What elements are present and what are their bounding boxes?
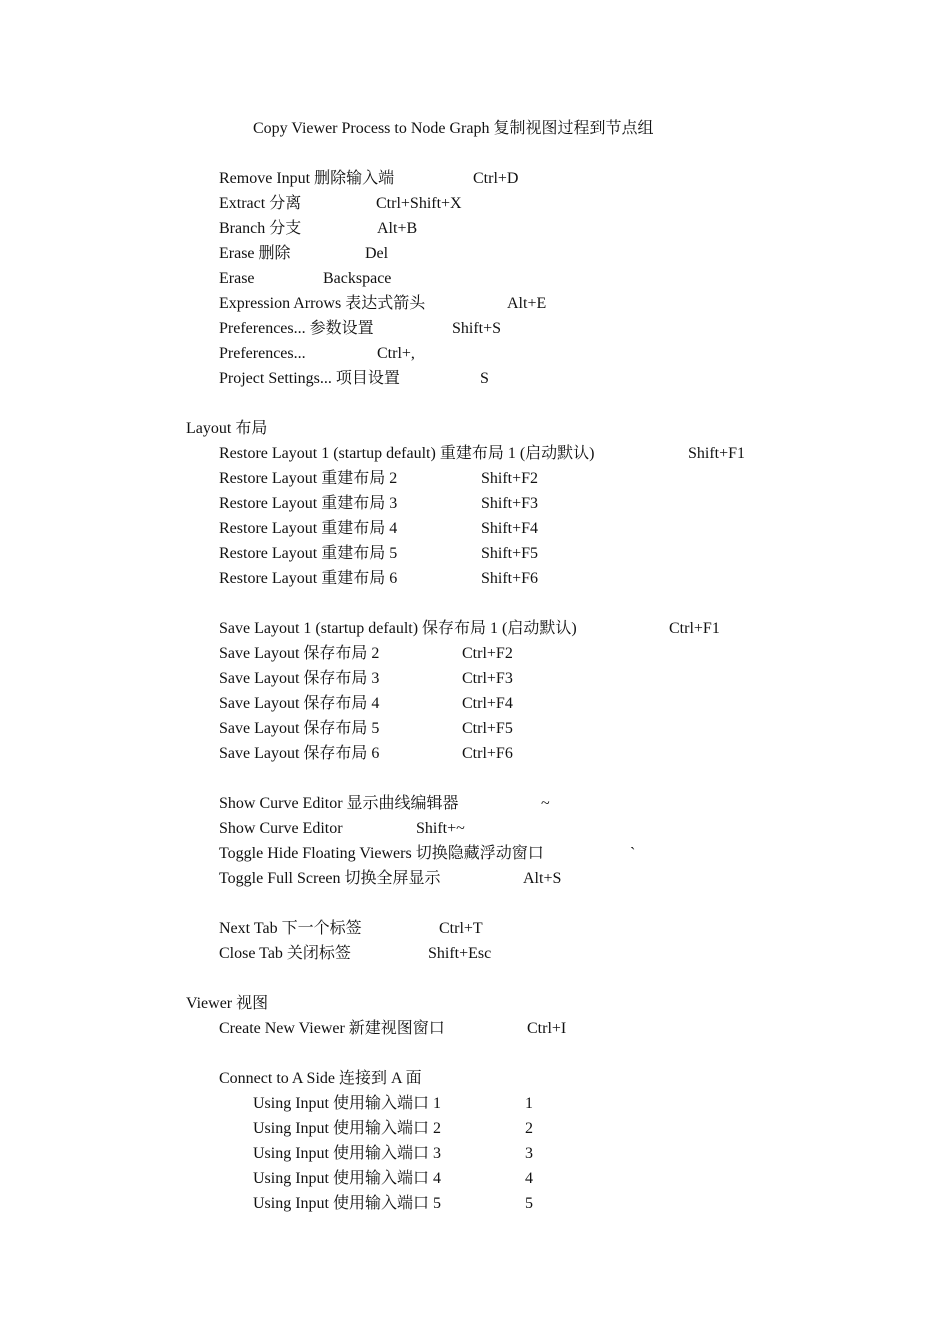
shortcut-key: Ctrl+D <box>473 170 519 187</box>
shortcut-label: Restore Layout 1 (startup default) 重建布局 1 (启动默认) <box>219 445 595 462</box>
shortcut-label: Close Tab 关闭标签 <box>219 945 351 962</box>
shortcut-label: Branch 分支 <box>219 220 302 237</box>
shortcut-row <box>0 291 950 316</box>
shortcut-key: Shift+F1 <box>688 445 746 462</box>
shortcut-row <box>0 1191 950 1216</box>
shortcut-row <box>0 841 950 866</box>
shortcut-label: Toggle Hide Floating Viewers 切换隐藏浮动窗口 <box>219 845 544 862</box>
shortcut-row <box>0 541 950 566</box>
shortcut-label: Expression Arrows 表达式箭头 <box>219 295 426 312</box>
shortcut-key: Shift+F5 <box>481 545 539 562</box>
shortcut-key: Ctrl+F4 <box>462 695 513 712</box>
shortcut-label: Save Layout 1 (startup default) 保存布局 1 (启动默认) <box>219 620 577 637</box>
shortcut-row <box>0 916 950 941</box>
shortcut-label: Remove Input 删除输入端 <box>219 170 395 187</box>
shortcut-row <box>0 691 950 716</box>
shortcut-key: Del <box>365 245 389 262</box>
shortcut-row <box>0 516 950 541</box>
shortcut-key: Ctrl+Shift+X <box>376 195 462 212</box>
shortcut-key: 4 <box>525 1170 533 1187</box>
shortcut-label: Restore Layout 重建布局 3 <box>219 495 398 512</box>
shortcut-label: Save Layout 保存布局 5 <box>219 720 380 737</box>
shortcut-key: Alt+B <box>377 220 418 237</box>
shortcut-key: Ctrl+F5 <box>462 720 513 737</box>
shortcut-label: Create New Viewer 新建视图窗口 <box>219 1020 445 1037</box>
shortcut-key: Shift+S <box>452 320 502 337</box>
shortcut-label: Restore Layout 重建布局 6 <box>219 570 398 587</box>
shortcut-key: Ctrl+T <box>439 920 483 937</box>
shortcut-row <box>0 316 950 341</box>
shortcut-key: 1 <box>525 1095 533 1112</box>
shortcut-label: Show Curve Editor <box>219 820 343 837</box>
shortcut-label: Save Layout 保存布局 6 <box>219 745 380 762</box>
shortcut-label: Save Layout 保存布局 2 <box>219 645 380 662</box>
shortcut-key: Shift+F3 <box>481 495 539 512</box>
shortcut-label: Using Input 使用输入端口 1 <box>253 1095 442 1112</box>
blank-line <box>0 766 950 791</box>
shortcut-row <box>0 941 950 966</box>
blank-line <box>0 391 950 416</box>
shortcut-key: Backspace <box>323 270 392 287</box>
shortcut-key: 5 <box>525 1195 533 1212</box>
shortcut-row <box>0 116 950 141</box>
shortcut-row <box>0 341 950 366</box>
shortcut-key: Ctrl+, <box>377 345 415 362</box>
shortcut-label: Copy Viewer Process to Node Graph 复制视图过程到节点组 <box>253 120 654 137</box>
shortcut-key: Shift+F2 <box>481 470 539 487</box>
shortcut-key: Shift+F6 <box>481 570 539 587</box>
shortcut-label: Using Input 使用输入端口 3 <box>253 1145 442 1162</box>
shortcut-label: Restore Layout 重建布局 4 <box>219 520 398 537</box>
shortcut-label: Next Tab 下一个标签 <box>219 920 362 937</box>
shortcut-row <box>0 666 950 691</box>
shortcut-row <box>0 166 950 191</box>
shortcut-label: Save Layout 保存布局 3 <box>219 670 380 687</box>
shortcut-key: ` <box>630 845 636 862</box>
shortcut-row <box>0 1116 950 1141</box>
shortcut-label: Restore Layout 重建布局 2 <box>219 470 398 487</box>
shortcut-row <box>0 816 950 841</box>
shortcut-key: Ctrl+I <box>527 1020 567 1037</box>
shortcut-label: Restore Layout 重建布局 5 <box>219 545 398 562</box>
shortcut-label: Preferences... 参数设置 <box>219 320 374 337</box>
blank-line <box>0 891 950 916</box>
shortcut-label: Connect to A Side 连接到 A 面 <box>219 1070 422 1087</box>
shortcut-row <box>0 241 950 266</box>
shortcut-row <box>0 1166 950 1191</box>
shortcut-row <box>0 1016 950 1041</box>
shortcut-row <box>0 491 950 516</box>
shortcut-key: S <box>480 370 489 387</box>
shortcut-row <box>0 1141 950 1166</box>
shortcut-row <box>0 616 950 641</box>
shortcut-row <box>0 741 950 766</box>
shortcut-label: Project Settings... 项目设置 <box>219 370 400 387</box>
shortcut-key: Alt+E <box>507 295 547 312</box>
shortcut-row <box>0 866 950 891</box>
shortcut-key: Ctrl+F6 <box>462 745 513 762</box>
shortcut-key: ~ <box>541 795 550 812</box>
shortcut-row <box>0 366 950 391</box>
shortcut-key: 3 <box>525 1145 533 1162</box>
shortcut-row <box>0 566 950 591</box>
shortcut-label: Erase <box>219 270 255 287</box>
shortcut-key: Ctrl+F1 <box>669 620 720 637</box>
shortcut-row <box>0 266 950 291</box>
shortcut-row <box>0 191 950 216</box>
shortcut-label: Toggle Full Screen 切换全屏显示 <box>219 870 441 887</box>
shortcut-row <box>0 716 950 741</box>
shortcut-row <box>0 1066 950 1091</box>
shortcut-key: Ctrl+F3 <box>462 670 513 687</box>
shortcut-key: Shift+~ <box>416 820 465 837</box>
shortcut-label: Save Layout 保存布局 4 <box>219 695 380 712</box>
shortcut-label: Using Input 使用输入端口 2 <box>253 1120 442 1137</box>
shortcut-row <box>0 791 950 816</box>
shortcut-label: Extract 分离 <box>219 195 302 212</box>
shortcut-key: Shift+F4 <box>481 520 539 537</box>
shortcut-key: Ctrl+F2 <box>462 645 513 662</box>
blank-line <box>0 1041 950 1066</box>
shortcut-row <box>0 1091 950 1116</box>
shortcut-key: Alt+S <box>523 870 562 887</box>
shortcut-label: Using Input 使用输入端口 5 <box>253 1195 442 1212</box>
blank-line <box>0 591 950 616</box>
shortcut-key: Shift+Esc <box>428 945 492 962</box>
shortcut-row <box>0 441 950 466</box>
shortcut-label: Viewer 视图 <box>186 995 269 1012</box>
shortcut-row <box>0 216 950 241</box>
shortcut-label: Using Input 使用输入端口 4 <box>253 1170 442 1187</box>
document-page <box>0 116 950 1216</box>
shortcut-row <box>0 641 950 666</box>
section-heading <box>0 991 950 1016</box>
shortcut-label: Layout 布局 <box>186 420 268 437</box>
shortcut-label: Erase 删除 <box>219 245 291 262</box>
shortcut-label: Preferences... <box>219 345 306 362</box>
shortcut-key: 2 <box>525 1120 533 1137</box>
blank-line <box>0 966 950 991</box>
shortcut-row <box>0 466 950 491</box>
section-heading <box>0 416 950 441</box>
blank-line <box>0 141 950 166</box>
shortcut-label: Show Curve Editor 显示曲线编辑器 <box>219 795 459 812</box>
